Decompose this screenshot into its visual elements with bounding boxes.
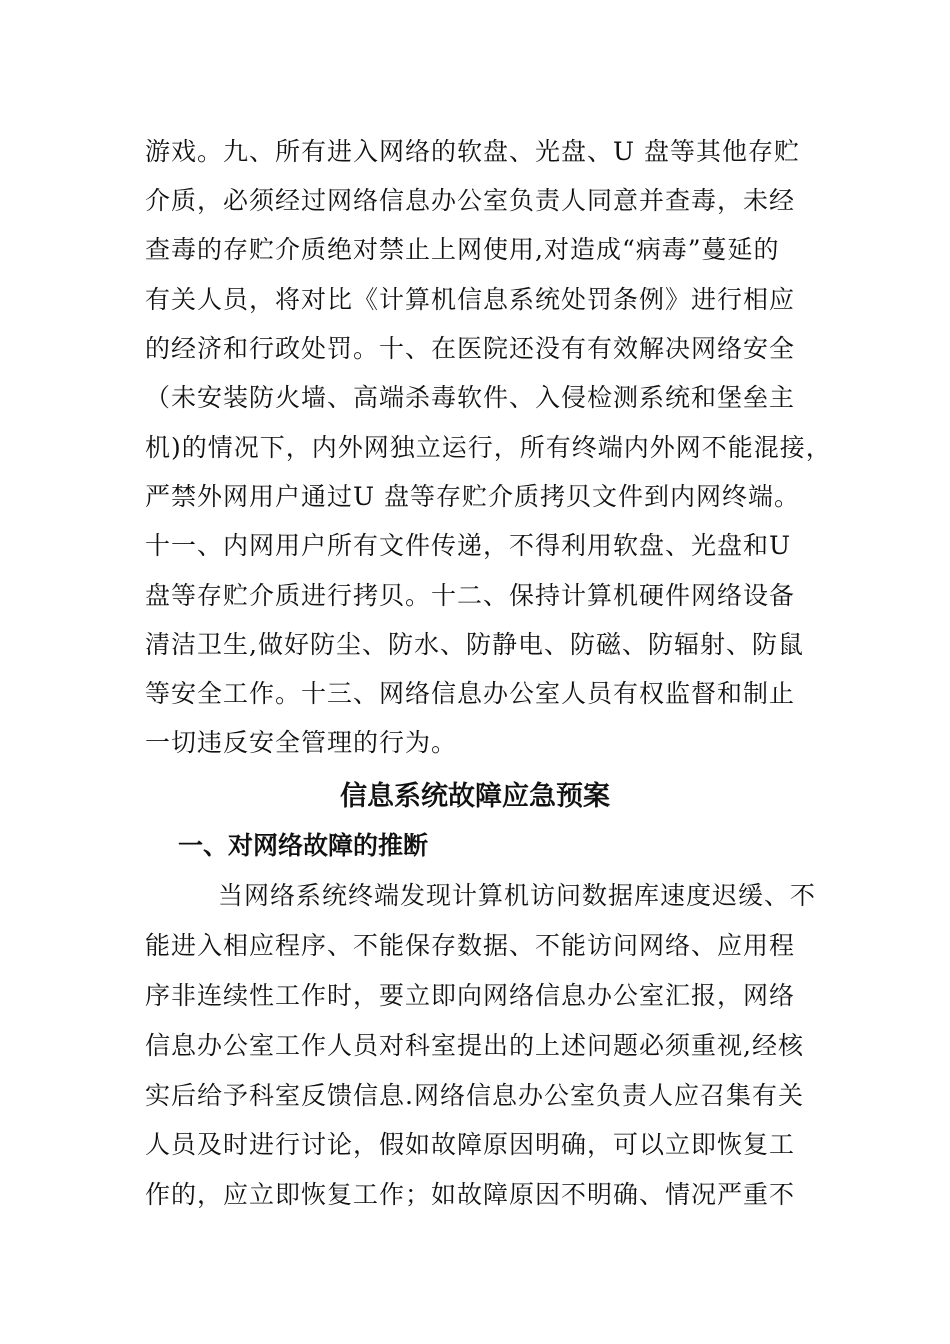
paragraph-line: 盘等存贮介质进行拷贝。十二、保持计算机硬件网络设备 bbox=[145, 581, 796, 610]
subsection-title: 一、对网络故障的推断 bbox=[178, 831, 429, 860]
paragraph-line: 序非连续性工作时，要立即向网络信息办公室汇报，网络 bbox=[145, 981, 796, 1010]
section-title: 信息系统故障应急预案 bbox=[340, 781, 610, 812]
paragraph-line: 能进入相应程序、不能保存数据、不能访问网络、应用程 bbox=[145, 931, 796, 960]
paragraph-line: 实后给予科室反馈信息.网络信息办公室负责人应召集有关 bbox=[145, 1081, 804, 1110]
paragraph-line: 作的，应立即恢复工作；如故障原因不明确、情况严重不 bbox=[145, 1180, 796, 1209]
paragraph-line: 人员及时进行讨论，假如故障原因明确，可以立即恢复工 bbox=[145, 1130, 796, 1159]
paragraph-line: 查毒的存贮介质绝对禁止上网使用,对造成“病毒”蔓延的 bbox=[145, 235, 780, 264]
paragraph-line: 信息办公室工作人员对科室提出的上述问题必须重视,经核 bbox=[145, 1031, 804, 1060]
paragraph-line: 介质，必须经过网络信息办公室负责人同意并查毒，未经 bbox=[145, 186, 796, 215]
paragraph-line: 等安全工作。十三、网络信息办公室人员有权监督和制止 bbox=[145, 679, 796, 708]
paragraph-line: 有关人员，将对比《计算机信息系统处罚条例》进行相应 bbox=[145, 285, 796, 314]
paragraph-line: 当网络系统终端发现计算机访问数据库速度迟缓、不 bbox=[218, 881, 817, 910]
paragraph-line: （未安装防火墙、高端杀毒软件、入侵检测系统和堡垒主 bbox=[145, 383, 796, 412]
paragraph-line: 十一、内网用户所有文件传递，不得利用软盘、光盘和U bbox=[145, 531, 792, 560]
paragraph-line: 游戏。九、所有进入网络的软盘、光盘、U 盘等其他存贮 bbox=[145, 137, 801, 166]
paragraph-line: 的经济和行政处罚。十、在医院还没有有效解决网络安全 bbox=[145, 334, 796, 363]
paragraph-line: 机)的情况下，内外网独立运行，所有终端内外网不能混接， bbox=[145, 433, 832, 462]
paragraph-line: 一切违反安全管理的行为。 bbox=[145, 728, 458, 757]
paragraph-line: 清洁卫生,做好防尘、防水、防静电、防磁、防辐射、防鼠 bbox=[145, 630, 804, 659]
paragraph-line: 严禁外网用户通过U 盘等存贮介质拷贝文件到内网终端。 bbox=[145, 482, 801, 511]
